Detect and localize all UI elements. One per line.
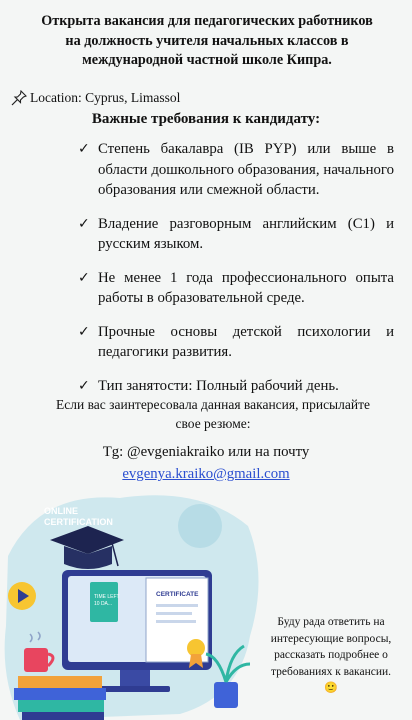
requirement-text: Прочные основы детской психологии и педагогики развития.: [98, 323, 394, 360]
checkmark-icon: ✓: [78, 323, 90, 340]
requirement-text: Степень бакалавра (IB PYP) или выше в области дошкольного образования, начального образования или смежной области.: [98, 141, 394, 198]
certification-label: CERTIFICATION: [44, 517, 113, 527]
list-item: [80, 139, 394, 201]
email-link[interactable]: evgenya.kraiko@gmail.com: [122, 466, 290, 482]
telegram-contact: Tg: @evgeniakraiko или на почту: [102, 444, 310, 460]
location-text: Location: Cyprus, Limassol: [30, 90, 181, 105]
side-note: [256, 614, 406, 697]
interest-line-2: свое резюме:: [175, 415, 251, 431]
heading-line-3: международной частной школе Кипра.: [82, 52, 332, 68]
list-item: [80, 268, 394, 309]
certificate-label: CERTIFICATE: [156, 591, 199, 598]
heading-line-1: Открыта вакансия для педагогических работников: [41, 13, 373, 29]
vacancy-heading: [20, 12, 394, 71]
checkmark-icon: ✓: [78, 269, 90, 286]
interest-text: [40, 396, 386, 433]
online-certification-illustration: [0, 486, 268, 720]
pushpin-icon: [10, 90, 28, 106]
checkmark-icon: ✓: [78, 377, 90, 394]
smile-icon: 🙂: [324, 681, 338, 694]
requirement-text: Тип занятости: Полный рабочий день.: [98, 377, 339, 394]
requirement-text: Не менее 1 года профессионального опыта работы в образовательной среде.: [98, 269, 394, 306]
interest-line-1: Если вас заинтересовала данная вакансия, присылайте: [56, 397, 370, 412]
heading-line-2: на должность учителя начальных классов в: [65, 32, 349, 49]
location-line: [10, 89, 180, 107]
checkmark-icon: ✓: [78, 215, 90, 232]
requirement-text: Владение разговорным английским (C1) и русским языком.: [98, 215, 394, 252]
requirements-title: Важные требования к кандидату:: [91, 111, 321, 127]
checkmark-icon: ✓: [78, 141, 90, 157]
list-item: [80, 214, 394, 255]
online-label: ONLINE: [44, 506, 79, 516]
list-item: [80, 322, 394, 363]
time-left-label: TIME LEFT 10 DA...: [94, 594, 120, 607]
requirements-list: [80, 139, 394, 409]
side-note-text: Буду рада ответить на интересующие вопросы, рассказать подробнее о требованиях к вакансии.: [270, 616, 392, 678]
list-item: [80, 376, 394, 397]
